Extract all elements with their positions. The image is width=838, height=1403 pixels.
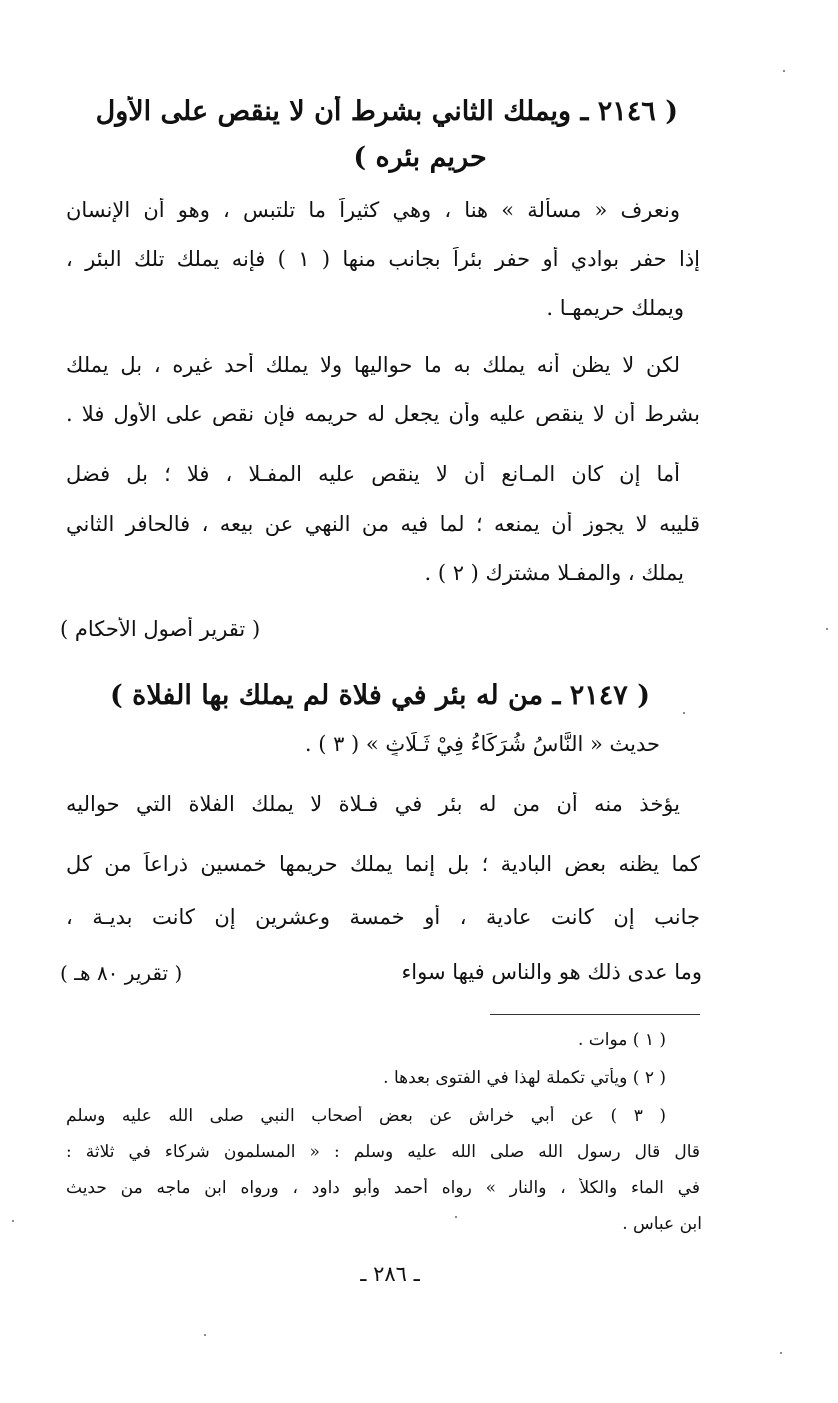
para2147-line2: كما يظنه بعض البادية ؛ بل إنما يملك حريمها خمسين ذراعاً من كل xyxy=(66,852,700,876)
footnote-3-line3: في الماء والكلأ ، والنار » رواه أحمد وأبو داود ، ورواه ابن ماجه من حديث xyxy=(66,1178,700,1198)
scan-speck xyxy=(783,70,785,72)
footnote-3-line2: قال قال رسول الله صلى الله عليه وسلم : « المسلمون شركاء في ثلاثة : xyxy=(66,1142,700,1162)
para2147-line1: يؤخذ منه أن من له بئر في فـلاة لا يملك الفلاة التي حواليه xyxy=(66,792,680,816)
para1-line3: ويملك حريمهـا . xyxy=(546,296,684,320)
para2147-line4: وما عدى ذلك هو والناس فيها سواء xyxy=(401,960,702,984)
heading-2146-line2: حريم بئره ) xyxy=(353,142,487,173)
scan-speck xyxy=(204,1334,206,1336)
footnote-divider xyxy=(490,1014,700,1015)
source-2147: ( تقرير ٨٠ هـ ) xyxy=(60,961,183,985)
para2-line1: لكن لا يظن أنه يملك به ما حواليها ولا يملك أحد غيره ، بل يملك xyxy=(66,353,680,377)
para1-line2: إذا حفر بوادي أو حفر بئراً بجانب منها ( ١ ) فإنه يملك تلك البئر ، xyxy=(66,247,700,271)
footnote-1: ( ١ ) موات . xyxy=(577,1030,666,1050)
page-number: ـ ٢٨٦ ـ xyxy=(360,1262,420,1286)
hadith-line: حديث « النَّاسُ شُرَكَاءُ فِيْ ثَـلَاثٍ » ( ٣ ) . xyxy=(304,732,660,756)
para3-line1: أما إن كان المـانع أن لا ينقص عليه المفـلا ، فلا ؛ بل فضل xyxy=(66,462,680,486)
footnote-3-line1: ( ٣ ) عن أبي خراش عن بعض أصحاب النبي صلى الله عليه وسلم xyxy=(66,1106,666,1126)
footnote-3-line4: ابن عباس . xyxy=(622,1214,702,1234)
heading-2146-line1: ( ٢١٤٦ ـ ويملك الثاني بشرط أن لا ينقص على الأول xyxy=(95,96,678,127)
para3-line2: قليبه لا يجوز أن يمنعه ؛ لما فيه من النهي عن بيعه ، فالحافر الثاني xyxy=(66,512,700,536)
scan-speck xyxy=(12,1220,14,1222)
footnote-2: ( ٢ ) ويأتي تكملة لهذا في الفتوى بعدها . xyxy=(383,1068,666,1088)
scan-speck xyxy=(826,628,828,630)
para3-line3: يملك ، والمفـلا مشترك ( ٢ ) . xyxy=(424,561,684,585)
scan-speck xyxy=(780,1352,782,1354)
scan-speck xyxy=(455,1216,457,1218)
para1-line1: ونعرف « مسألة » هنا ، وهي كثيراً ما تلتبس ، وهو أن الإنسان xyxy=(66,198,680,222)
para2147-line3: جانب إن كانت عادية ، أو خمسة وعشرين إن كانت بديـة ، xyxy=(66,905,700,929)
scan-speck xyxy=(683,712,685,714)
heading-2147: ( ٢١٤٧ ـ من له بئر في فلاة لم يملك بها الفلاة ) xyxy=(110,680,650,711)
para2-line2: بشرط أن لا ينقص عليه وأن يجعل له حريمه فإن نقص على الأول فلا . xyxy=(66,402,700,426)
source-2146: ( تقرير أصول الأحكام ) xyxy=(60,617,261,641)
